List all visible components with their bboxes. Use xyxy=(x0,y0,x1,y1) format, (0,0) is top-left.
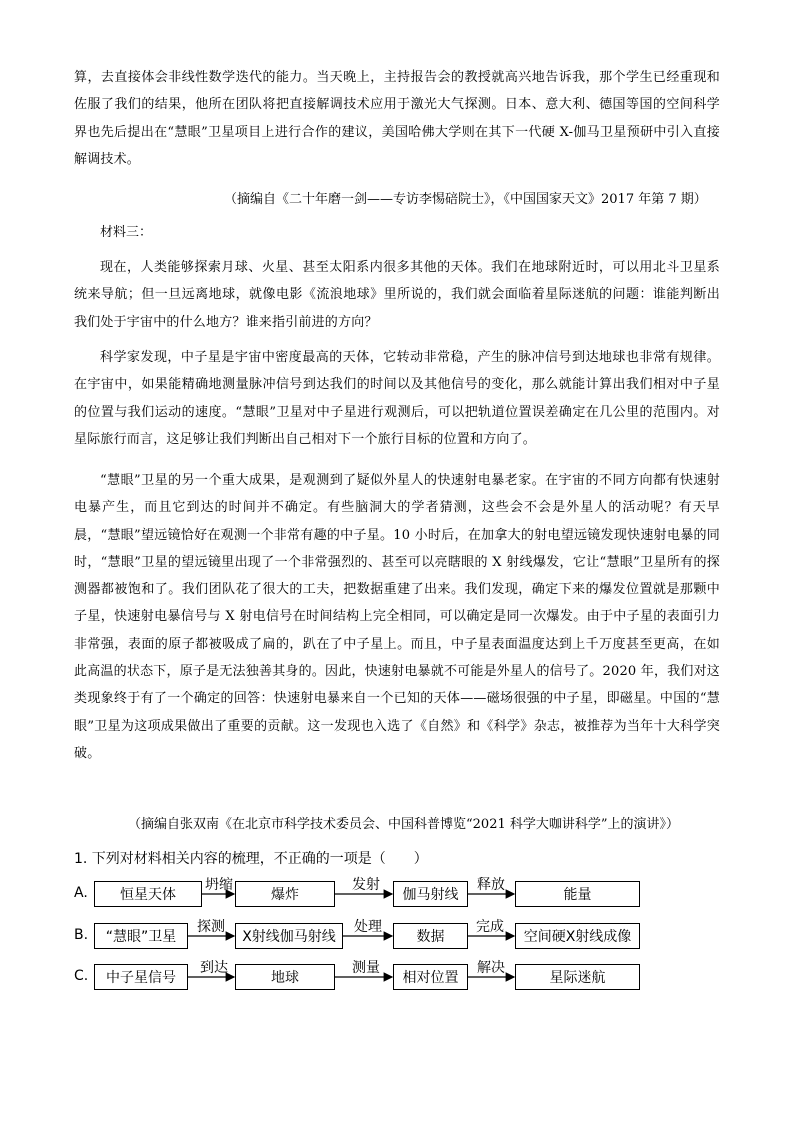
option-a-box-1: 恒星天体 xyxy=(94,881,202,907)
source-citation-1: （摘编自《二十年磨一剑——专访李惕碚院士》，《中国国家天文》2017 年第 7 期） xyxy=(224,192,707,207)
option-b-arrow-label-1: 探测 xyxy=(197,919,225,935)
option-a-box-2: 爆炸 xyxy=(235,881,335,907)
option-a-arrow-label-1: 坍缩 xyxy=(205,877,233,893)
option-b-box-1: “慧眼”卫星 xyxy=(94,923,188,949)
option-c-arrow-label-2: 测量 xyxy=(352,960,380,976)
option-b-box-4: 空间硬X射线成像 xyxy=(515,923,640,949)
option-c-arrow-label-1: 到达 xyxy=(200,960,228,976)
material-3-paragraph-3: “慧眼”卫星的另一个重大成果，是观测到了疑似外星人的快速射电暴老家。在宇宙的不同方向都有快速射电暴产生，而且它到达的时间并不确定。有些脑洞大的学者猜测，这些会不会是外星人的活动呢？有天早晨，“慧眼”望远镜恰好在观测一个非常有趣的中子星。10 小时后，在加拿大的射电望远镜发现快速射电暴的同时，“慧眼”卫星的望远镜里出现了一个非常强烈的、甚至可以亮瞎眼的 X 射线爆发，它让“慧眼”卫星所有的探测器都被饱和了。我们团队花了很大的工夫，把数据重建了出来。我们发现，确定下来的爆发位置就是那颗中子星，快速射电暴信号与 X 射电信号在时间结构上完全相同，可以确定是同一次爆发。由于中子星的表面引力非常强，表面的原子都被吸成了扁的，趴在了中子星上。而且，中子星表面温度达到上千万度甚至更高，在如此高温的状态下，原子是无法独善其身的。因此，快速射电暴就不可能是外星人的信号了。2020 年，我们对这类现象终于有了一个确定的回答：快速射电暴来自一个已知的天体——磁场很强的中子星，即磁星。中国的“慧眼”卫星为这项成果做出了重要的贡献。这一发现也入选了《自然》和《科学》杂志，被推荐为当年十大科学突破。 xyxy=(74,473,720,761)
material-3-paragraph-2: 科学家发现，中子星是宇宙中密度最高的天体，它转动非常稳，产生的脉冲信号到达地球也非常有规律。在宇宙中，如果能精确地测量脉冲信号到达我们的时间以及其他信号的变化，那么就能计算出我们相对中子星的位置与我们运动的速度。“慧眼”卫星对中子星进行观测后，可以把轨道位置误差确定在几公里的范围内。对星际旅行而言，这足够让我们判断出自己相对下一个旅行目标的位置和方向了。 xyxy=(74,350,720,447)
option-b-letter[interactable]: B. xyxy=(74,927,89,943)
option-a-box-4: 能量 xyxy=(515,881,640,907)
material-3-label: 材料三： xyxy=(100,225,153,240)
source-citation-2: （摘编自张双南《在北京市科学技术委员会、中国科普博览“2021 科学大咖讲科学”上的演讲》） xyxy=(128,817,680,832)
option-c-box-2: 地球 xyxy=(235,964,335,990)
option-a-arrow-label-2: 发射 xyxy=(352,877,380,893)
material-3-paragraph-1: 现在，人类能够探索月球、火星、甚至太阳系内很多其他的天体。我们在地球附近时，可以用北斗卫星系统来导航；但一旦远离地球，就像电影《流浪地球》里所说的，我们就会面临着星际迷航的问题：谁能判断出我们处于宇宙中的什么地方？谁来指引前进的方向？ xyxy=(74,260,720,330)
option-c-letter[interactable]: C. xyxy=(74,968,89,984)
passage-paragraph-continued: 算，去直接体会非线性数学迭代的能力。当天晚上，主持报告会的教授就高兴地告诉我，那个学生已经重现和佐服了我们的结果，他所在团队将把直接解调技术应用于激光大气探测。日本、意大利、德国等国的空间科学界也先后提出在“慧眼”卫星项目上进行合作的建议，美国哈佛大学则在其下一代硬 X-伽马卫星预研中引入直接解调技术。 xyxy=(74,70,720,167)
option-b-box-3: 数据 xyxy=(393,923,468,949)
option-a-arrow-label-3: 释放 xyxy=(477,877,505,893)
option-c-box-4: 星际迷航 xyxy=(515,964,640,990)
option-b-arrow-label-2: 处理 xyxy=(354,919,382,935)
option-a-letter[interactable]: A. xyxy=(74,885,88,901)
question-stem: 1. 下列对材料相关内容的梳理，不正确的一项是（ ） xyxy=(74,851,428,867)
option-c-box-3: 相对位置 xyxy=(393,964,468,990)
option-c-box-1: 中子星信号 xyxy=(94,964,188,990)
option-b-arrow-label-3: 完成 xyxy=(476,919,504,935)
option-c-arrow-label-3: 解决 xyxy=(477,960,505,976)
option-b-box-2: X射线伽马射线 xyxy=(235,923,343,949)
option-a-box-3: 伽马射线 xyxy=(393,881,468,907)
